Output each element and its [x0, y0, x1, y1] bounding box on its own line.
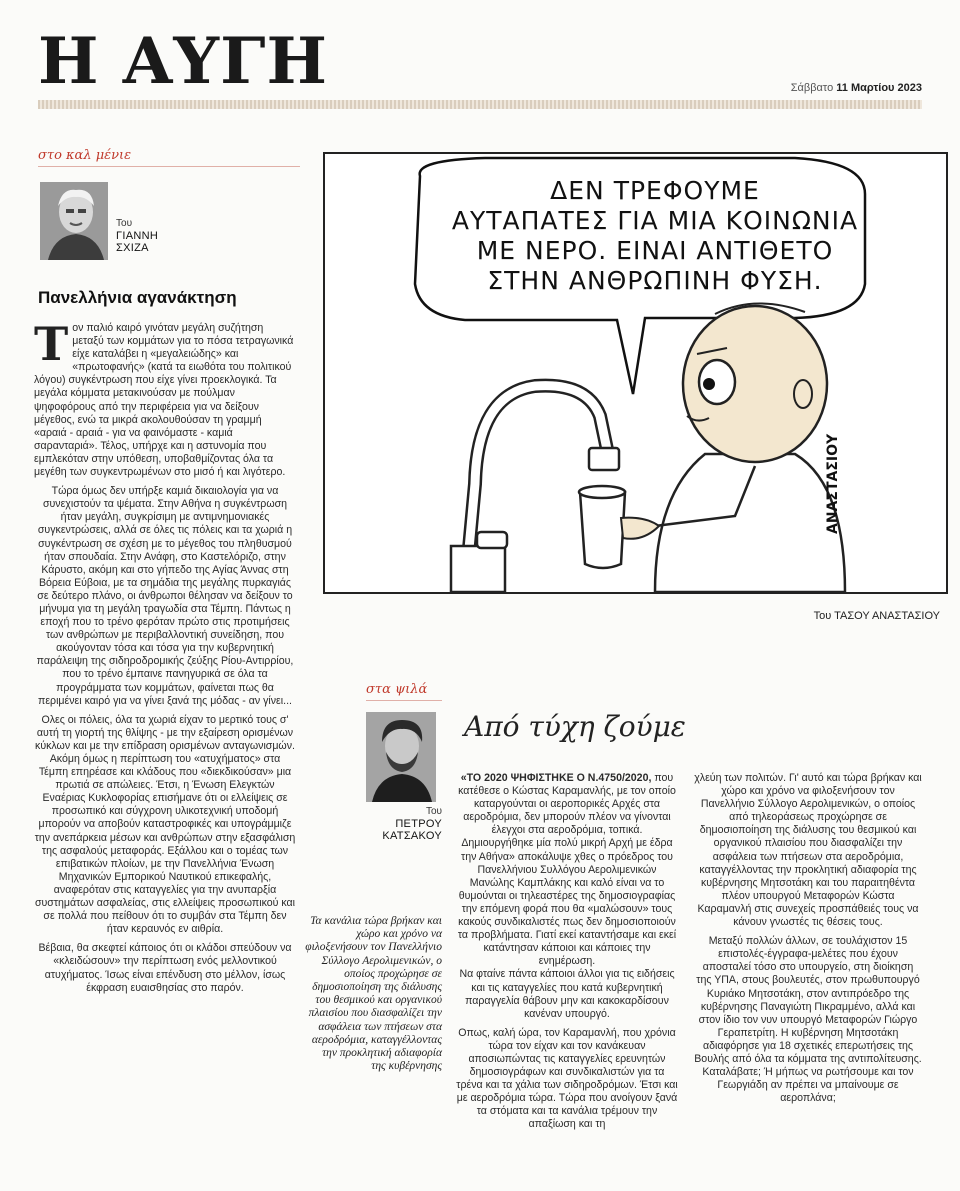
byline-name-first: ΠΕΤΡΟΥ	[395, 818, 442, 830]
issue-date-day: Σάββατο	[790, 82, 834, 94]
issue-date	[791, 82, 922, 94]
column2-paragraph-2: Να φταίνε πάντα κάποιοι άλλοι για τις ειδήσεις και τις καταγγελίες που κατά κυβερνητική παραγγελία θάβουν μην και κακοκαρδίσουν κανέναν υπουργό.	[459, 968, 675, 1020]
column2-kicker: στα ψιλά	[366, 682, 428, 697]
column1-kicker: στο καλ μένιε	[38, 148, 132, 163]
column2-body-right	[694, 772, 922, 1172]
cartoon-credit-prefix: Του	[813, 610, 832, 622]
byline-name-last: ΚΑΤΣΑΚΟΥ	[382, 830, 442, 842]
masthead-rule	[38, 100, 922, 109]
cartoon-speech-line: ΑΥΤΑΠΑΤΕΣ ΓΙΑ ΜΙΑ ΚΟΙΝΩΝΙΑ	[451, 206, 859, 235]
column2-paragraph-3: Οπως, καλή ώρα, τον Καραμανλή, που χρόνια τώρα τον είχαν και τον κανάκευαν αποσιωπώντας τις καταγγελίες ερευνητών δημοσιογράφων και συνδικαλιστών για τα τρένα και τα χάλια των σιδηροδρόμων. Έτσι και με αεροδρόμια τώρα. Τώρα που ανοίγουν ξανά τα στόματα και τα κανάλια τρέμουν την απαξίωση και τη	[456, 1026, 678, 1131]
pull-quote: Τα κανάλια τώρα βρήκαν και χώρο και χρόνο να φιλοξενήσουν τον Πανελλήνιο Σύλλογο Αερολιμενικών, ο οποίος προχώρησε σε δημοσιοποίηση της διάλυσης του θεσμικού και οργανικού πλαισίου που διασφαλίζει την ασφάλεια των πτήσεων στα αεροδρόμια, καταγγέλλοντας την προκλητική αδιαφορία της κυβέρνησης	[305, 915, 442, 1073]
column1-paragraph-2: Τώρα όμως δεν υπήρξε καμιά δικαιολογία για να συνεχιστούν τα ψέματα. Στην Αθήνα η συγκέντρωση ήταν μεγάλη, συγκρίσιμη με αντιμνημονιακές συγκεντρώσεις, αλλά σε όλες τις πόλεις και τα χωριά η συγκέντρωση σε σχέση με το μέγεθος του πληθυσμού ήταν σπουδαία. Στην Ανάφη, στο Καστελόριζο, στην Κάρυστο, ακόμη και στο γήπεδο της Αγίας Άννας στη Βόρεια Εύβοια, με τα σημάδια της μεγάλης πυρκαγιάς σε δεύτερο πλάνο, οι άνθρωποι θέλησαν να δείξουν το μήνυμα για τη μεγάλη τραγωδία στα Τέμπη. Πάντως η εποχή που το τρένο φερόταν πρώτο στις προτιμήσεις των ανθρώπων με περιβαλλοντική συνείδηση, που ακούγονταν τόσα και τόσα για την κυβερνητική παράλειψη της σιδηροδρομικής ζεύξης Ρίου-Αντιρρίου, που το τρένο έμπαινε πανηγυρικά σε όλα τα προγράμματα των κομμάτων, φαίνεται πως θα περιμένει καιρό για να γίνει ξανά της μόδας - αν γίνει...	[36, 485, 294, 707]
cartoon-credit	[814, 610, 940, 622]
issue-date-value: 11 Μαρτίου 2023	[836, 82, 922, 94]
cartoon-speech-line: ΔΕΝ ΤΡΕΦΟΥΜΕ	[550, 176, 760, 205]
cartoon-speech-text	[451, 176, 859, 296]
column1-kicker-rule	[38, 166, 300, 167]
column2-byline	[382, 806, 442, 842]
masthead-title: Η ΑΥΓΗ	[38, 24, 328, 99]
column2-paragraph-4: χλεύη των πολιτών. Γι' αυτό και τώρα βρήκαν και χώρο και χρόνο να φιλοξενήσουν τον Πανελλήνιο Σύλλογο Αερολιμενικών, ο οποίος από τηλεοράσεως προχώρησε σε δημοσιοποίηση της διάλυσης του θεσμικού και οργανικού πλαισίου που διασφαλίζει την ασφάλεια των πτήσεων στα αεροδρόμια, καταγγέλλοντας την προκλητική αδιαφορία της κυβέρνησης Μητσοτάκη και του παραιτηθέντα πλέον υπουργού Μεταφορών Κώστα Καραμανλή στις συνεχείς προσπάθειές τους να κάνουν γνωστές τις θέσεις τους.	[694, 772, 922, 929]
column2-headline: Από τύχη ζούμε	[464, 710, 686, 743]
column2-paragraph-5: Μεταξύ πολλών άλλων, σε τουλάχιστον 15 επιστολές-έγγραφα-μελέτες που έχουν αποσταλεί τόσο στο υπουργείο, στη διοίκηση της ΥΠΑ, στους βουλευτές, στον πρωθυπουργό Κυριάκο Μητσοτάκη, στον αντιπρόεδρο της κυβέρνησης Παναγιώτη Πικραμμένο, αλλά και στον ίδιο τον νυν υπουργό Μεταφορών Γιώργο Γεραπετρίτη. Η κυβέρνηση Μητσοτάκη αδιαφόρησε για 18 σχετικές επερωτήσεις της Βουλής από όλα τα κόμματα της αντιπολίτευσης. Καταλάβατε; Ή μήπως να ρωτήσουμε και τον Γεωργιάδη αν πρέπει να μπαίνουμε σε αεροπλάνα;	[694, 935, 922, 1105]
columnist-portrait-katsakos	[366, 712, 436, 802]
columnist-portrait-schiza	[40, 182, 108, 260]
cartoon-speech-line: ΜΕ ΝΕΡΟ. ΕΙΝΑΙ ΑΝΤΙΘΕΤΟ	[476, 236, 834, 265]
byline-name-first: ΓΙΑΝΝΗ	[116, 230, 159, 242]
cartoon-speech-line: ΣΤΗΝ ΑΝΘΡΩΠΙΝΗ ΦΥΣΗ.	[487, 266, 823, 295]
column1-paragraph-4: Βέβαια, θα σκεφτεί κάποιος ότι οι κλάδοι σπεύδουν να «κλειδώσουν» την περίπτωση ενός μελλοντικού ατυχήματος. Ίσως είναι επένδυση στο μέλλον, ίσως έκφραση ευαισθησίας στο παρόν.	[38, 942, 292, 994]
cartoon-credit-name: ΤΑΣΟΥ ΑΝΑΣΤΑΣΙΟΥ	[834, 610, 940, 622]
column1-paragraph-3: Ολες οι πόλεις, όλα τα χωριά είχαν το μερτικό τους σ' αυτή τη γιορτή της θλίψης - με την εξαίρεση ορισμένων κύκλων και με την επίδραση ορισμένων ανταγωνισμών. Ακόμη όμως η περίπτωση του «ατυχήματος» στα Τέμπη επηρέασε και κλάδους που «διεκδικούσαν» μια πρωτιά σε απώλειες. Έτσι, η Ένωση Ελεγκτών Εναέριας Κυκλοφορίας επισήμανε ότι οι ελλείψεις σε προσωπικό και σύγχρονη υλικοτεχνική υποδομή μπορούν να αποβούν καταστροφικές και υπογράμμιζε την ανεπάρκεια μέσων και ανθρώπων στην εξασφάλιση της ασφαλούς μεταφοράς. Εξάλλου και ο τομέας των επιβατικών πλοίων, με την Πανελλήνια Ένωση Μηχανικών Εμπορικού Ναυτικού επικεφαλής, αναφερόταν στις καταγγελίες για την ανυπαρξία συστημάτων ασφαλείας, στις ελλείψεις προσωπικού και σε πολλά που πείθουν ότι το συμβάν στα Τέμπη δεν ήταν κεραυνός εν αιθρία.	[34, 713, 296, 936]
column1-byline	[116, 218, 158, 254]
byline-prefix: Του	[425, 806, 442, 817]
byline-prefix: Του	[116, 218, 133, 229]
column2-kicker-rule	[366, 700, 442, 701]
column1-body	[34, 322, 296, 1172]
byline-name-last: ΣΧΙΖΑ	[116, 242, 149, 254]
column2-paragraph-1: που κατέθεσε ο Κώστας Καραμανλής, με τον οποίο καταργούνται οι αεροπορικές Αρχές στα αεροδρόμια, δεν μπορούν πλέον να γίνονται έλεγχοι στα αεροδρόμια, τοπικά. Δημιουργήθηκε μία πολύ μικρή Αρχή με έδρα την Αθήνα» αποκάλυψε χθες ο πρόεδρος του Πανελλήνιου Συλλόγου Αερολιμενικών Μανώλης Καμπλάκης και καλό είναι να το θυμούνται οι τηλεαστέρες της δημοσιογραφίας την επόμενη φορά που θα «μαλώσουν» τους κακούς συνδικαλιστές πως δεν δημοσιοποιούν τα προβλήματα. Γιατί εκεί καταντήσαμε και εκεί κατάντησαν κάποιοι και κάποιες την ενημέρωση.	[457, 772, 677, 968]
article-lead: «ΤΟ 2020 ΨΗΦΙΣΤΗΚΕ Ο Ν.4750/2020,	[460, 772, 652, 784]
column1-paragraph-1: ον παλιό καιρό γινόταν μεγάλη συζήτηση μεταξύ των κομμάτων για το πόσα τετραγωνικά είχε καταλάβει η «μεγαλειώδης» και «πρωτοφανής» (κατά τα ειωθότα του πολιτικού λόγου) συγκέντρωση που είχε γίνει προεκλογικά. Τα μεγάλα κόμματα μετακινούσαν με πούλμαν ψηφοφόρους από την περιφέρεια για να δείξουν μέγεθος, ενώ τα μικρά ακολουθούσαν τη γραμμή «αραιά - αραιά - για να φαινόμαστε - καμιά σαρανταριά». Τέλος, υπήρχε και η αστυνομία που εμπλεκόταν στην υπόθεση, υποβαθμίζοντας όλα τα μεγέθη των συγκεντρωμένων στο μισό ή και λιγότερο.	[34, 322, 294, 479]
column2-body-left	[456, 772, 678, 1172]
cartoon-signature: ΑΝΑΣΤΑΣΙΟΥ	[825, 433, 841, 534]
dropcap: Τ	[34, 322, 69, 371]
column1-headline: Πανελλήνια αγανάκτηση	[38, 288, 237, 307]
editorial-cartoon	[323, 152, 948, 594]
